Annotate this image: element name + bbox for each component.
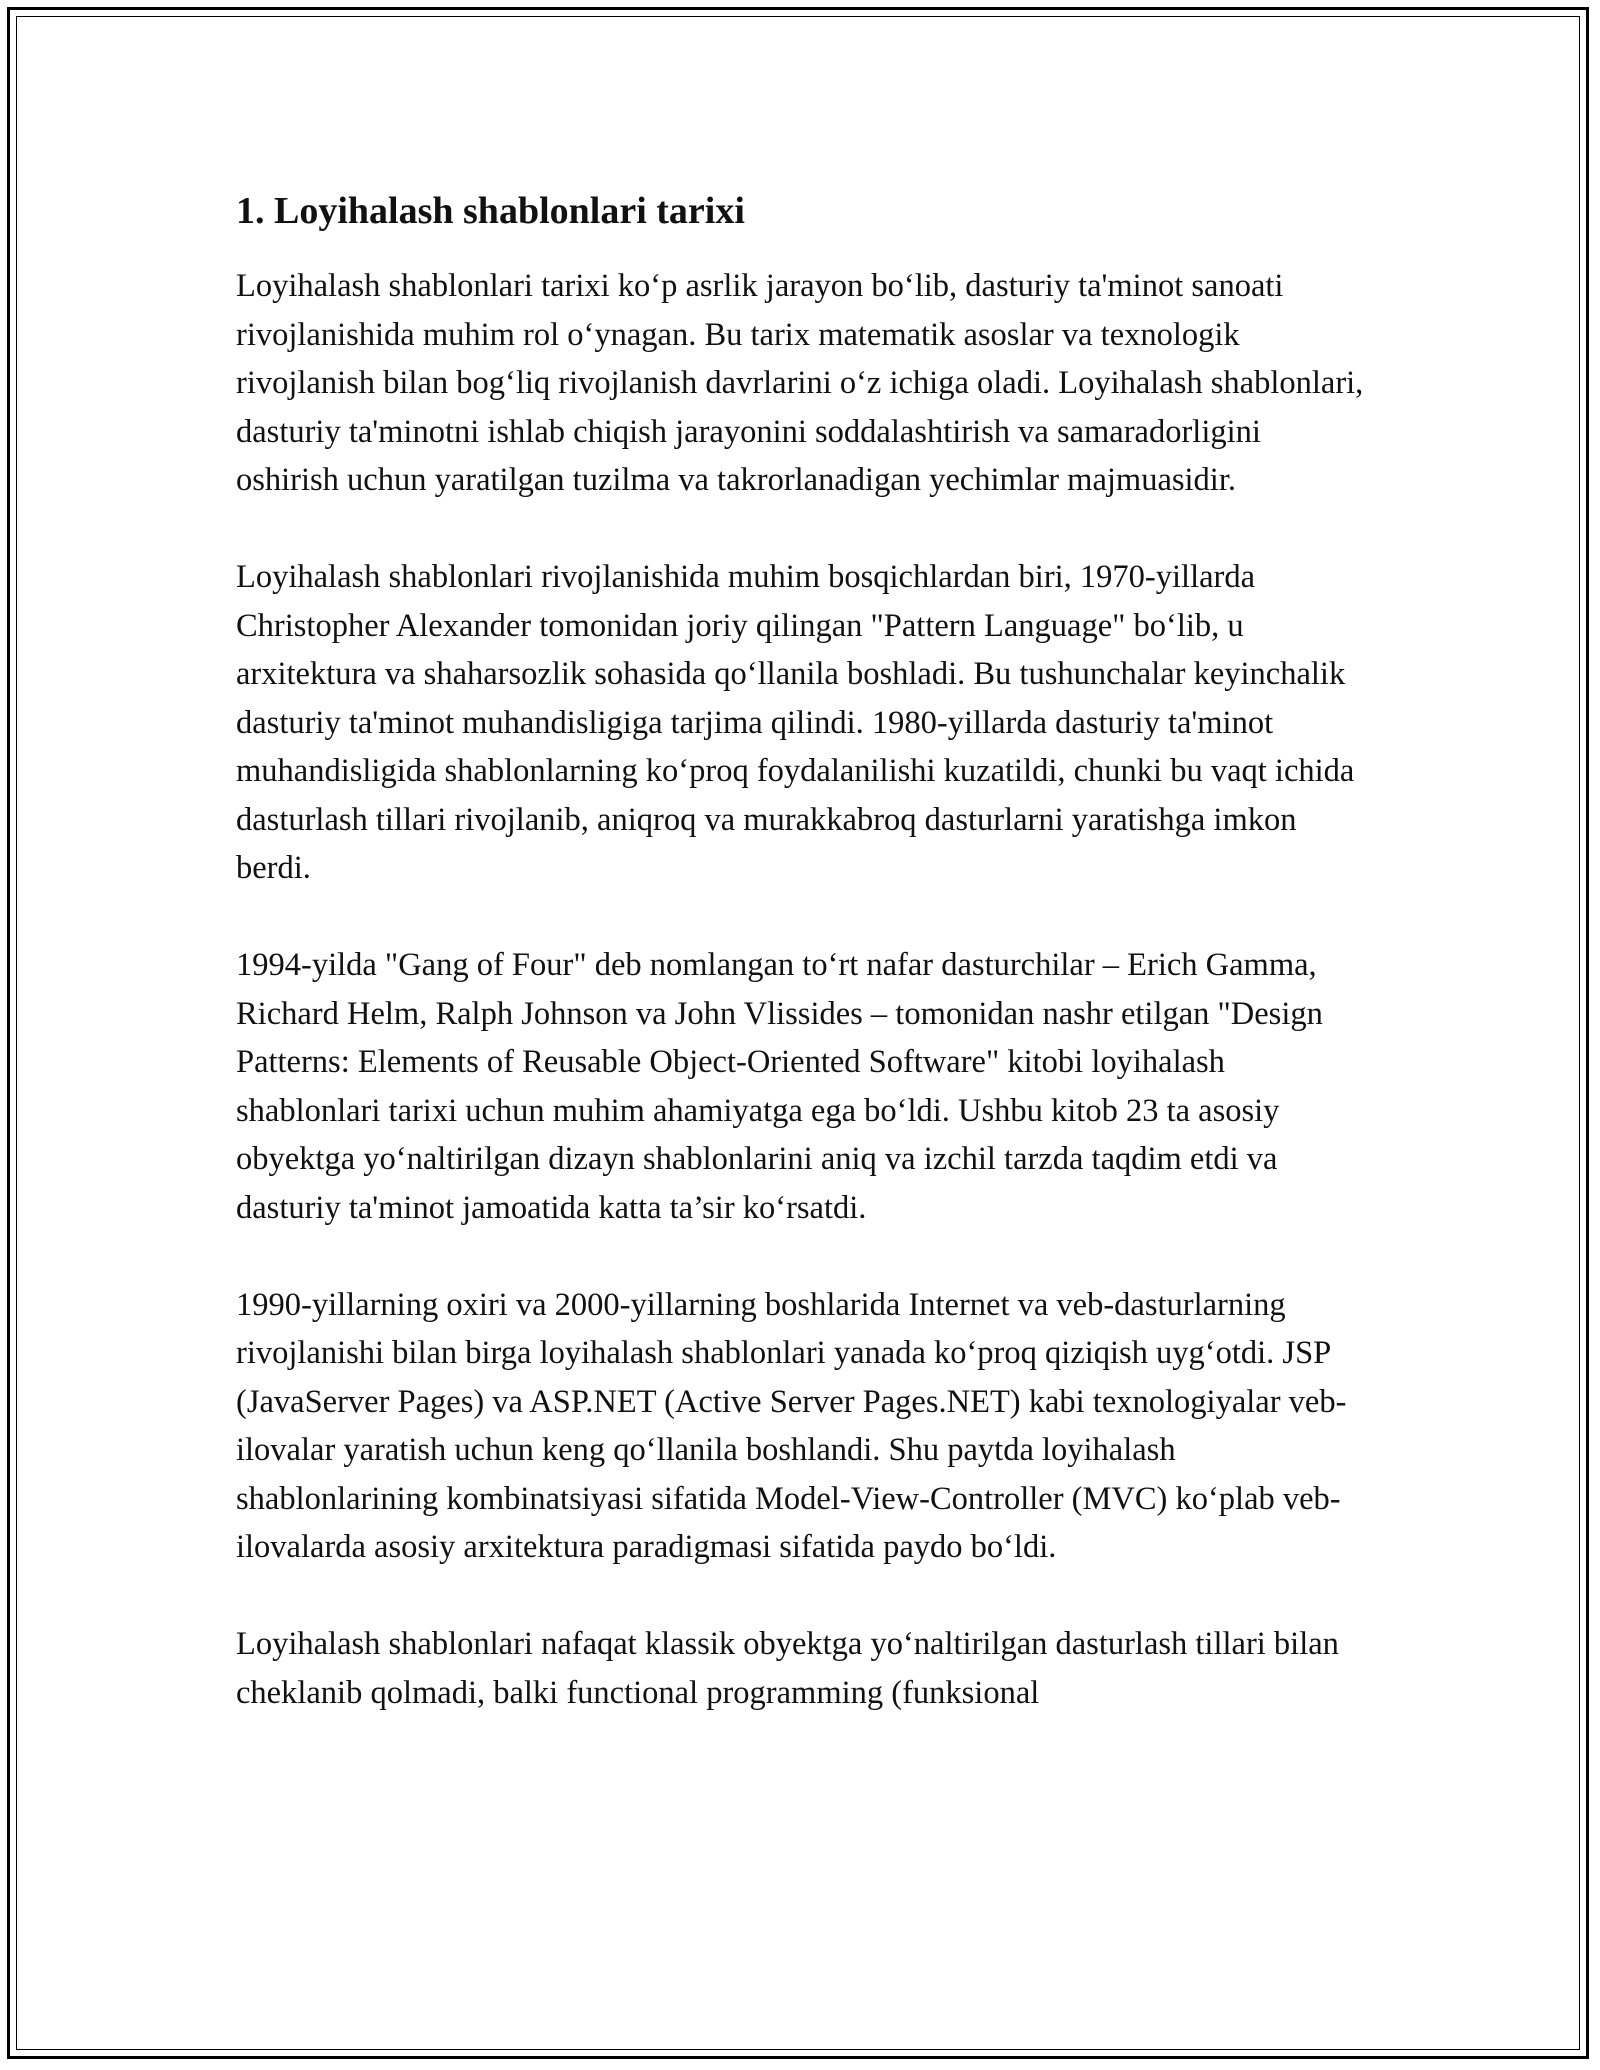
paragraph-1: Loyihalash shablonlari tarixi ko‘p asrlik jarayon bo‘lib, dasturiy ta'minot sanoati rivojlanishida muhim rol o‘ynagan. Bu tarix matematik asoslar va texnologik rivojlanish bilan bog‘liq rivojlanish davrlarini o‘z ichiga oladi. Loyihalash shablonlari, dasturiy ta'minotni ishlab chiqish jarayonini soddalashtirish va samaradorligini oshirish uchun yaratilgan tuzilma va takrorlanadigan yechimlar majmuasidir. [236, 268, 1364, 498]
paragraph-3: 1994-yilda "Gang of Four" deb nomlangan to‘rt nafar dasturchilar – Erich Gamma, Richard Helm, Ralph Johnson va John Vlissides – tomonidan nashr etilgan "Design Patterns: Elements of Reusable Object-Oriented Software" kitobi loyihalash shablonlari tarixi uchun muhim ahamiyatga ega bo‘ldi. Ushbu kitob 23 ta asosiy obyektga yo‘naltirilgan dizayn shablonlarini aniq va izchil tarzda taqdim etdi va dasturiy ta'minot jamoatida katta ta’sir ko‘rsatdi. [236, 947, 1323, 1226]
paragraph-4: 1990-yillarning oxiri va 2000-yillarning boshlarida Internet va veb-dasturlarning rivojlanishi bilan birga loyihalash shablonlari yanada ko‘proq qiziqish uyg‘otdi. JSP (JavaServer Pages) va ASP.NET (Active Server Pages.NET) kabi texnologiyalar veb-ilovalar yaratish uchun keng qo‘llanila boshlandi. Shu paytda loyihalash shablonlarining kombinatsiyasi sifatida Model-View-Controller (MVC) ko‘plab veb-ilovalarda asosiy arxitektura paradigmasi sifatida paydo bo‘ldi. [236, 1286, 1347, 1565]
section-heading: 1. Loyihalash shablonlari tarixi [236, 190, 745, 232]
paragraph-5: Loyihalash shablonlari nafaqat klassik obyektga yo‘naltirilgan dasturlash tillari bilan cheklanib qolmadi, balki functional programming (funksional [236, 1626, 1339, 1711]
paragraph-2: Loyihalash shablonlari rivojlanishida muhim bosqichlardan biri, 1970-yillarda Christopher Alexander tomonidan joriy qilingan "Pattern Language" bo‘lib, u arxitektura va shaharsozlik sohasida qo‘llanila boshladi. Bu tushunchalar keyinchalik dasturiy ta'minot muhandisligiga tarjima qilindi. 1980-yillarda dasturiy ta'minot muhandisligida shablonlarning ko‘proq foydalanilishi kuzatildi, chunki bu vaqt ichida dasturlash tillari rivojlanib, aniqroq va murakkabroq dasturlarni yaratishga imkon berdi. [236, 559, 1355, 886]
document-body [236, 186, 1371, 1717]
